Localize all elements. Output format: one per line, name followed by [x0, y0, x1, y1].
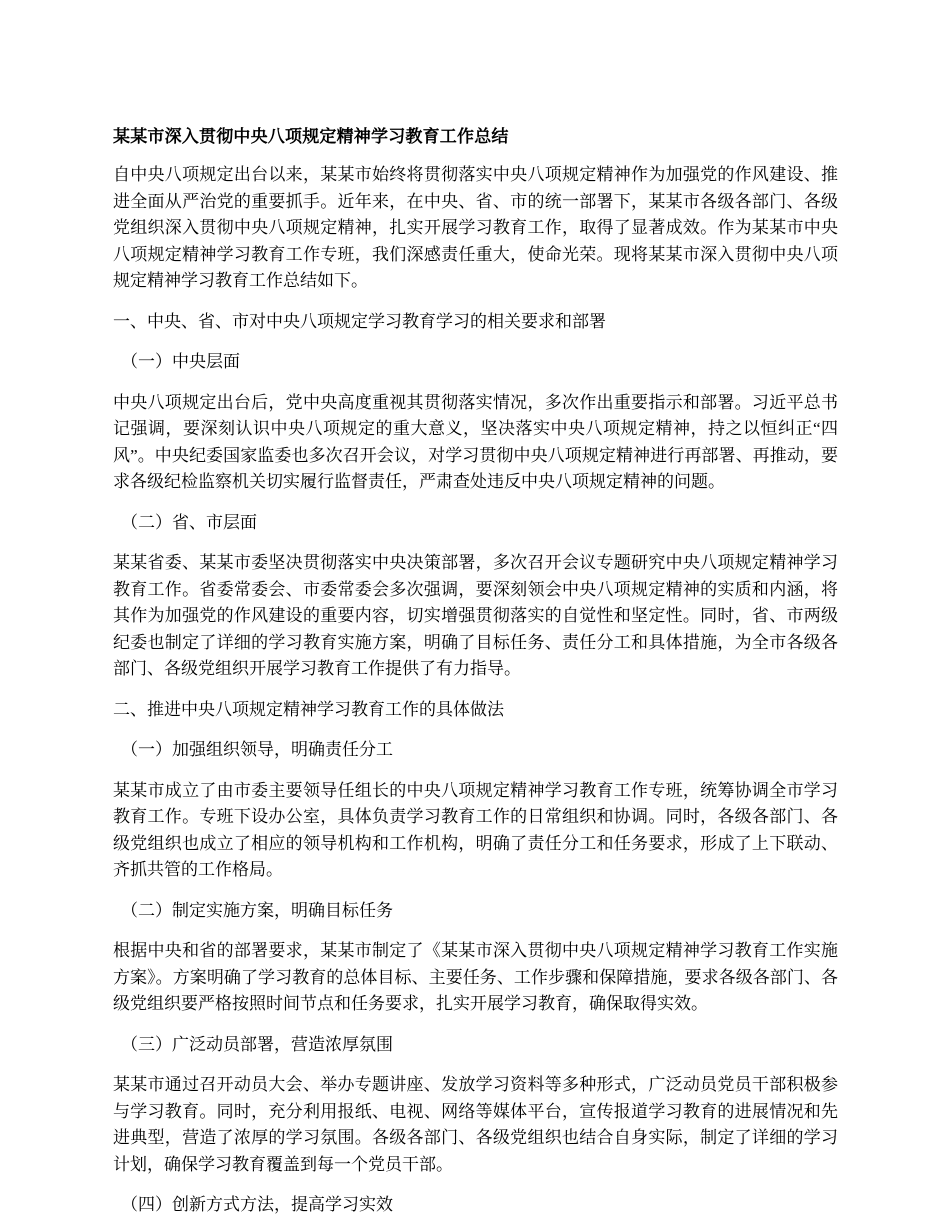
subsection-heading-1-1: （一）中央层面 — [121, 352, 240, 371]
page-title: 某某市深入贯彻中央八项规定精神学习教育工作总结 — [113, 127, 509, 146]
subsection-heading-2-2: （二）制定实施方案，明确目标任务 — [121, 900, 393, 920]
section-heading-one: 一、中央、省、市对中央八项规定学习教育学习的相关要求和部署 — [113, 311, 606, 331]
subsection-heading-2-4: （四）创新方式方法，提高学习实效 — [121, 1195, 393, 1214]
paragraph-province-city-level: 某某省委、某某市委坚决贯彻落实中央决策部署，多次召开会议专题研究中央八项规定精神学习教育工作。省委常委会、市委常委会多次强调，要深刻领会中央八项规定精神的实质和内涵，将其作为加强党的作风建设的重要内容，切实增强贯彻落实的自觉性和坚定性。同时，省、市两级纪委也制定了详细的学习教育实施方案，明确了目标任务、责任分工和具体措施，为全市各级各部门、各级党组织开展学习教育工作提供了有力指导。 — [113, 553, 838, 678]
subsection-heading-1-2: （二）省、市层面 — [121, 512, 257, 532]
paragraph-mobilization: 某某市通过召开动员大会、举办专题讲座、发放学习资料等多种形式，广泛动员党员干部积极参与学习教育。同时，充分利用报纸、电视、网络等媒体平台，宣传报道学习教育的进展情况和先进典型，营造了浓厚的学习氛围。各级各部门、各级党组织也结合自身实际，制定了详细的学习计划，确保学习教育覆盖到每一个党员干部。 — [113, 1075, 838, 1174]
paragraph-implementation-plan: 根据中央和省的部署要求，某某市制定了《某某市深入贯彻中央八项规定精神学习教育工作实施方案》。方案明确了学习教育的总体目标、主要任务、工作步骤和保障措施，要求各级各部门、各级党组织要严格按照时间节点和任务要求，扎实开展学习教育，确保取得实效。 — [113, 941, 838, 1013]
paragraph-intro: 自中央八项规定出台以来，某某市始终将贯彻落实中央八项规定精神作为加强党的作风建设、推进全面从严治党的重要抓手。近年来，在中央、省、市的统一部署下，某某市各级各部门、各级党组织深入贯彻中央八项规定精神，扎实开展学习教育工作，取得了显著成效。作为某某市中央八项规定精神学习教育工作专班，我们深感责任重大，使命光荣。现将某某市深入贯彻中央八项规定精神学习教育工作总结如下。 — [113, 165, 838, 290]
subsection-heading-2-1: （一）加强组织领导，明确责任分工 — [121, 740, 393, 759]
paragraph-organization-leadership: 某某市成立了由市委主要领导任组长的中央八项规定精神学习教育工作专班，统筹协调全市学习教育工作。专班下设办公室，具体负责学习教育工作的日常组织和协调。同时，各级各部门、各级党组织也成立了相应的领导机构和工作机构，明确了责任分工和任务要求，形成了上下联动、齐抓共管的工作格局。 — [113, 780, 838, 879]
paragraph-central-level: 中央八项规定出台后，党中央高度重视其贯彻落实情况，多次作出重要指示和部署。习近平总书记强调，要深刻认识中央八项规定的重大意义，坚决落实中央八项规定精神，持之以恒纠正“四风”。中央纪委国家监委也多次召开会议，对学习贯彻中央八项规定精神进行再部署、再推动，要求各级纪检监察机关切实履行监督责任，严肃查处违反中央八项规定精神的问题。 — [113, 392, 838, 491]
section-heading-two: 二、推进中央八项规定精神学习教育工作的具体做法 — [113, 699, 504, 719]
subsection-heading-2-3: （三）广泛动员部署，营造浓厚氛围 — [121, 1034, 393, 1054]
